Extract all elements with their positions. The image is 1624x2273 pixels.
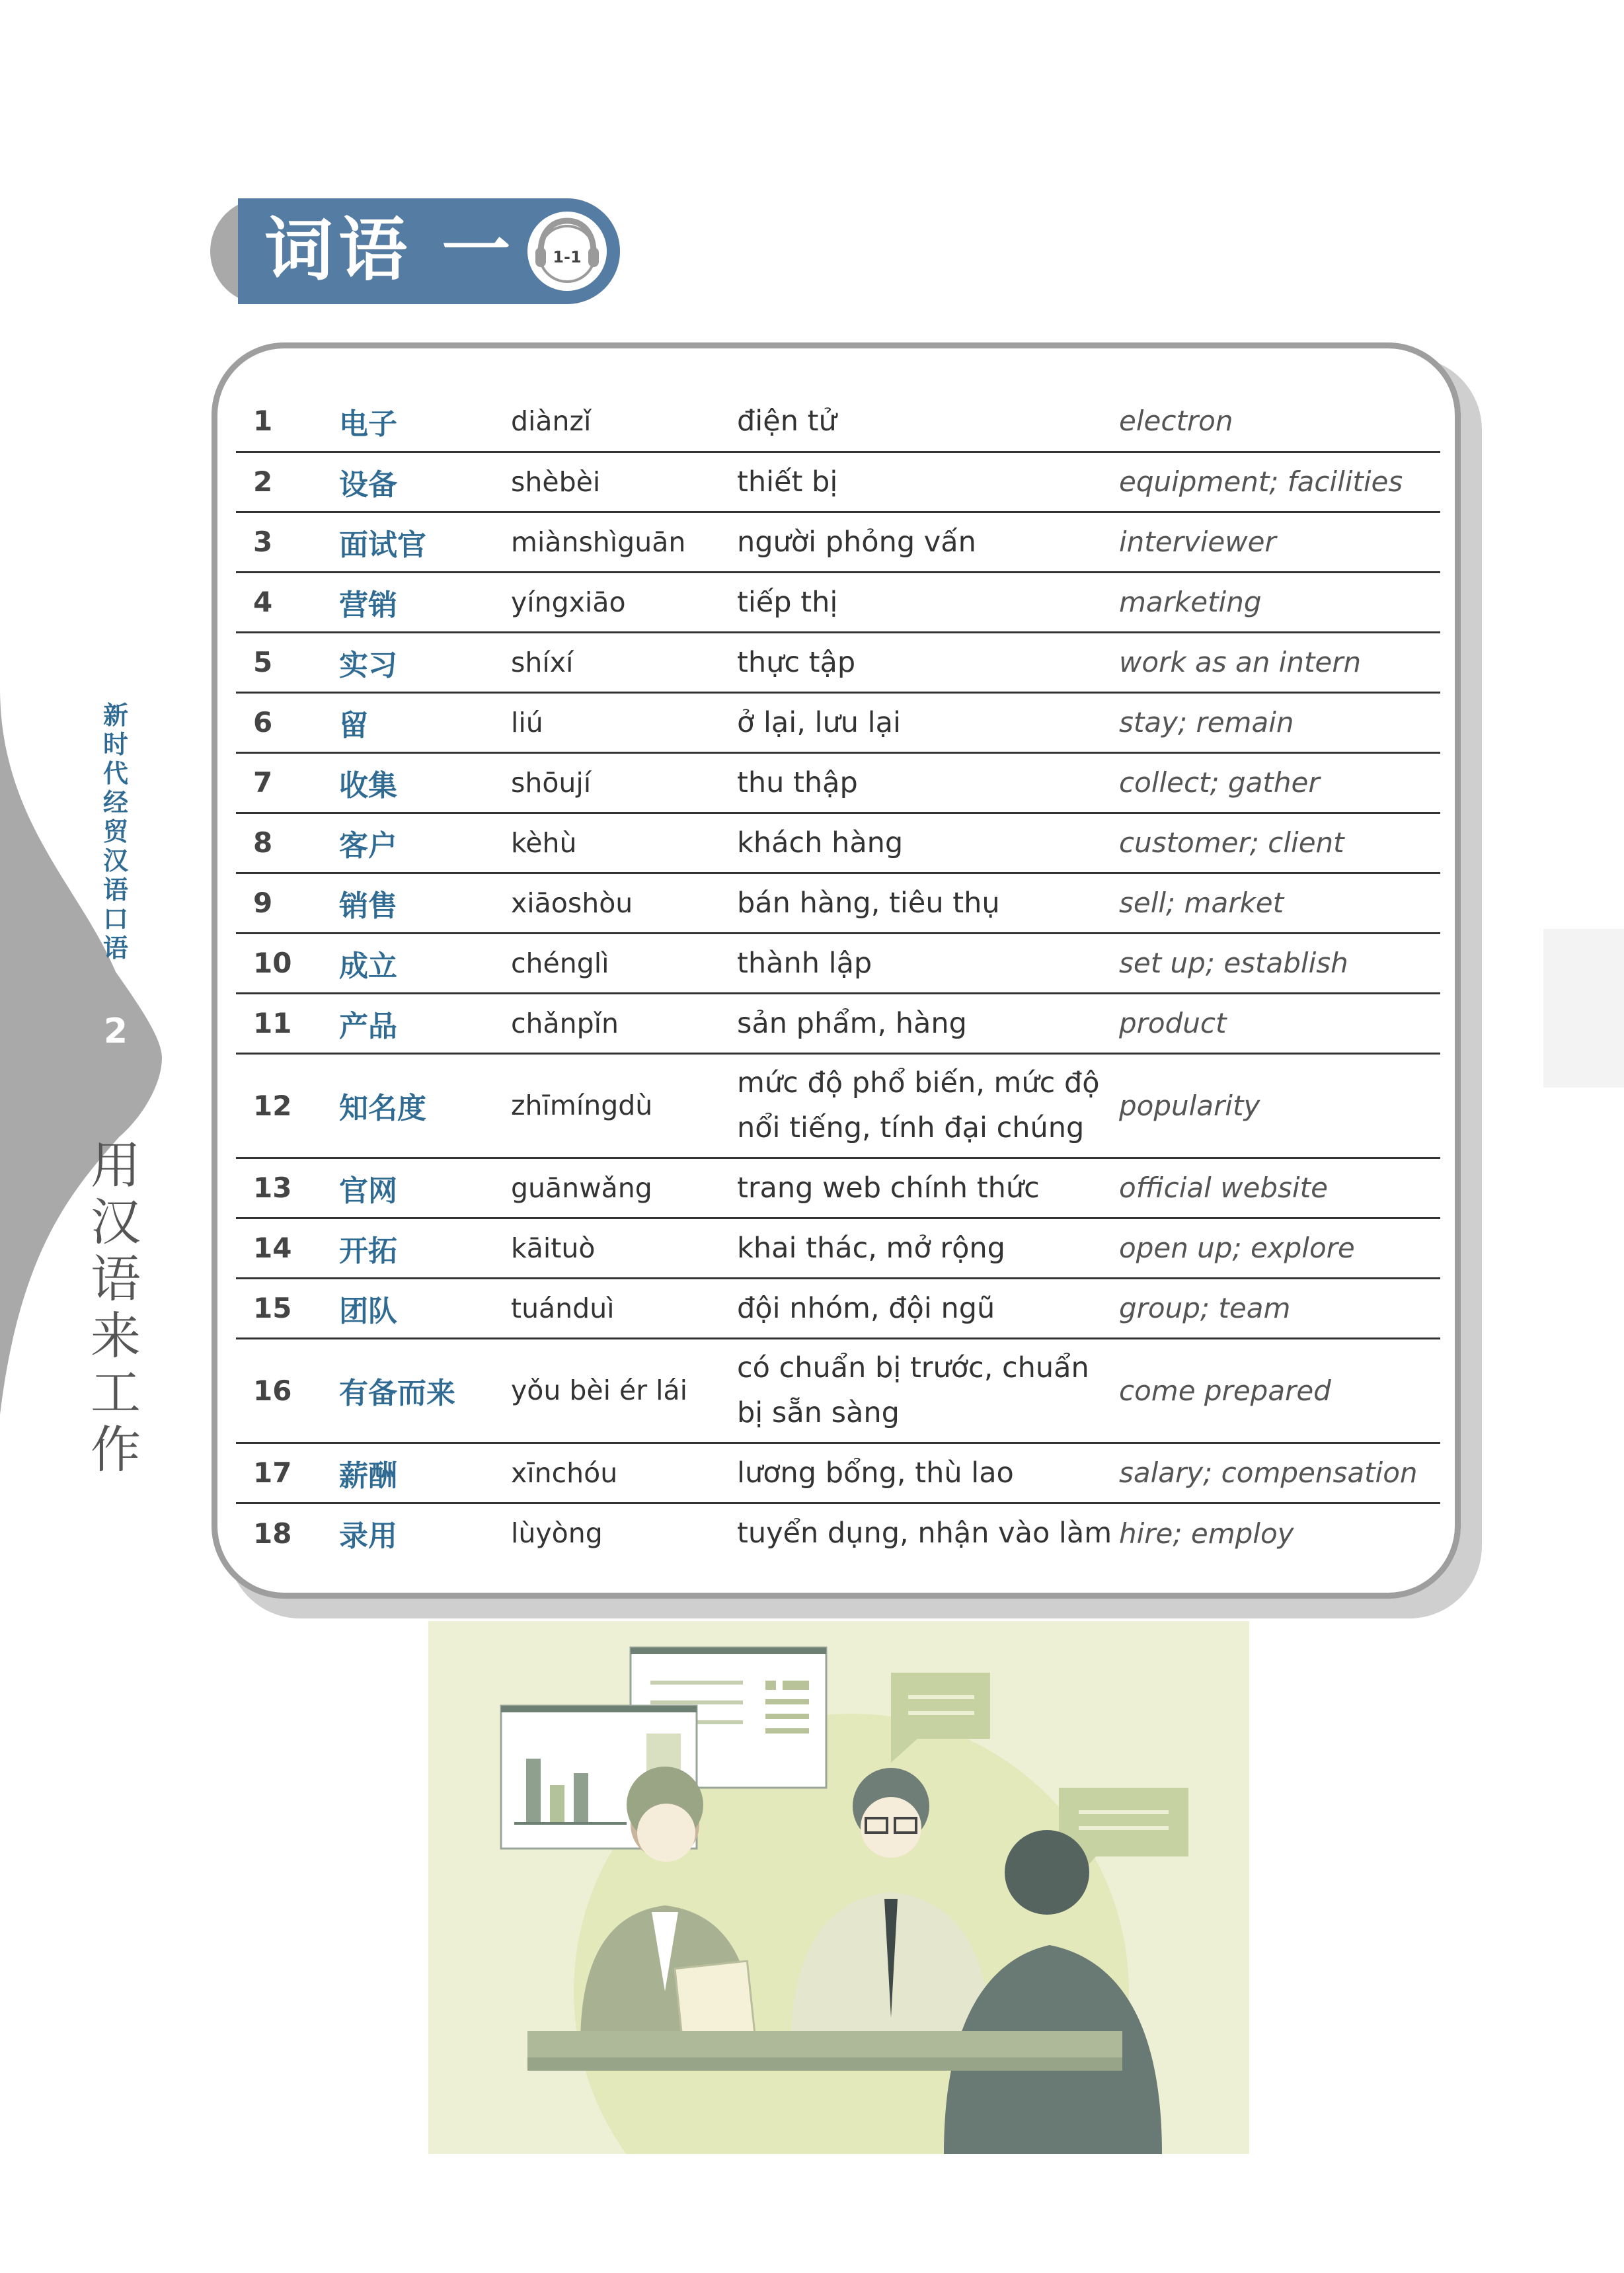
vocab-hanzi: 收集 (339, 752, 511, 813)
vocab-number: 4 (236, 572, 339, 632)
vocab-number: 15 (236, 1278, 339, 1338)
vocab-table (236, 391, 1440, 1563)
vocab-hanzi: 营销 (339, 572, 511, 632)
vocab-english: open up; explore (1119, 1218, 1440, 1278)
vocab-english: hire; employ (1119, 1517, 1294, 1550)
vocab-hanzi: 销售 (339, 873, 511, 933)
vocab-pinyin: chénglì (511, 933, 737, 993)
vocab-number: 16 (236, 1338, 339, 1443)
vocab-english: salary; compensation (1119, 1443, 1440, 1503)
vocab-row (236, 1338, 1440, 1443)
vocab-english: interviewer (1119, 512, 1440, 572)
vocab-pinyin: yǒu bèi ér lái (511, 1338, 737, 1443)
vocab-vietnamese: lương bổng, thù lao (737, 1443, 1119, 1503)
headphones-icon[interactable] (526, 210, 608, 292)
vocab-pinyin: chǎnpǐn (511, 993, 737, 1053)
vocab-number: 10 (236, 933, 339, 993)
vocab-vietnamese: đội nhóm, đội ngũ (737, 1278, 1119, 1338)
vocab-vietnamese: thành lập (737, 933, 1119, 993)
vocab-english: marketing (1119, 572, 1440, 632)
vocab-row (236, 512, 1440, 572)
vocab-hanzi: 留 (339, 692, 511, 752)
vocab-row (236, 632, 1440, 692)
vocab-row (236, 1278, 1440, 1338)
vocab-number: 6 (236, 692, 339, 752)
vocab-pinyin: shèbèi (511, 452, 737, 512)
vocab-pinyin: guānwǎng (511, 1158, 737, 1218)
vocab-number: 8 (236, 813, 339, 873)
vocab-english: popularity (1119, 1053, 1440, 1158)
vocab-vietnamese: thiết bị (737, 452, 1119, 512)
vocab-row (236, 391, 1440, 452)
vocab-vietnamese: ở lại, lưu lại (737, 692, 1119, 752)
vocab-english: electron (1119, 391, 1440, 452)
vocab-english: sell; market (1119, 873, 1440, 933)
vocab-english: customer; client (1119, 813, 1440, 873)
vocab-vietnamese: bán hàng, tiêu thụ (737, 873, 1119, 933)
vocab-row (236, 993, 1440, 1053)
vocab-number: 1 (236, 391, 339, 452)
vocab-row (236, 1218, 1440, 1278)
vocab-hanzi: 面试官 (339, 512, 511, 572)
vocab-english: equipment; facilities (1119, 452, 1440, 512)
section-header (210, 198, 620, 304)
vocab-vietnamese: trang web chính thức (737, 1158, 1119, 1218)
vocab-number: 5 (236, 632, 339, 692)
vocab-vietnamese: thực tập (737, 632, 1119, 692)
vocab-hanzi: 薪酬 (339, 1443, 511, 1503)
vocab-pinyin: kāituò (511, 1218, 737, 1278)
vocab-number: 12 (236, 1053, 339, 1158)
vocab-english: product (1119, 993, 1440, 1053)
chapter-number: 2 (103, 1012, 128, 1051)
vocab-row (236, 692, 1440, 752)
vocab-english: group; team (1119, 1278, 1440, 1338)
vocab-row (236, 1443, 1440, 1503)
vocab-row (236, 1503, 1440, 1563)
vocab-vietnamese: tiếp thị (737, 572, 1119, 632)
vocab-hanzi: 团队 (339, 1278, 511, 1338)
vocab-pinyin: liú (511, 692, 737, 752)
vocab-hanzi: 官网 (339, 1158, 511, 1218)
vocab-hanzi: 客户 (339, 813, 511, 873)
vocab-english: work as an intern (1119, 632, 1440, 692)
vocab-row (236, 572, 1440, 632)
vocab-pinyin: tuánduì (511, 1278, 737, 1338)
vocab-row (236, 452, 1440, 512)
vocab-row (236, 813, 1440, 873)
vocab-english: collect; gather (1119, 752, 1440, 813)
vocab-hanzi: 设备 (339, 452, 511, 512)
vocab-vietnamese: có chuẩn bị trước, chuẩn bị sẵn sàng (737, 1338, 1119, 1443)
vocab-number: 18 (253, 1517, 292, 1550)
vocab-row (236, 873, 1440, 933)
vocab-number: 3 (236, 512, 339, 572)
series-title: 新时代经贸汉语口语 (102, 701, 128, 963)
vocab-pinyin: xiāoshòu (511, 873, 737, 933)
vocab-pinyin: zhīmíngdù (511, 1053, 737, 1158)
section-title: 词语 一 (264, 210, 516, 290)
vocab-number: 9 (236, 873, 339, 933)
vocab-english: stay; remain (1119, 692, 1440, 752)
vocab-hanzi: 产品 (339, 993, 511, 1053)
vocab-vietnamese: mức độ phổ biến, mức độ nổi tiếng, tính đại chúng (737, 1053, 1119, 1158)
vocab-pinyin: xīnchóu (511, 1443, 737, 1503)
vocab-number: 2 (236, 452, 339, 512)
vocab-number: 11 (236, 993, 339, 1053)
chapter-title: 用汉语来工作 (91, 1136, 141, 1479)
vocab-number: 14 (236, 1218, 339, 1278)
vocab-english: set up; establish (1119, 933, 1440, 993)
vocab-row (236, 1158, 1440, 1218)
vocab-hanzi: 成立 (339, 933, 511, 993)
vocab-pinyin: yíngxiāo (511, 572, 737, 632)
vocab-number: 7 (236, 752, 339, 813)
vocab-pinyin: shíxí (511, 632, 737, 692)
vocab-hanzi: 开拓 (339, 1218, 511, 1278)
vocab-vietnamese: điện tử (737, 391, 1119, 452)
vocab-number: 13 (236, 1158, 339, 1218)
audio-track-label: 1-1 (553, 248, 582, 266)
vocab-vietnamese: khách hàng (737, 813, 1119, 873)
vocab-hanzi: 实习 (339, 632, 511, 692)
vocab-hanzi: 知名度 (339, 1053, 511, 1158)
vocab-hanzi: 有备而来 (339, 1338, 511, 1443)
vocab-number: 17 (236, 1443, 339, 1503)
vocab-pinyin: shōují (511, 752, 737, 813)
vocab-row (236, 752, 1440, 813)
vocab-pinyin: lùyòng (511, 1517, 603, 1550)
vocab-vietnamese: tuyển dụng, nhận vào làm (737, 1517, 1112, 1550)
vocab-vietnamese: sản phẩm, hàng (737, 993, 1119, 1053)
vocab-pinyin: diànzǐ (511, 391, 737, 452)
vocab-vietnamese: người phỏng vấn (737, 512, 1119, 572)
vocab-pinyin: kèhù (511, 813, 737, 873)
vocab-english: official website (1119, 1158, 1440, 1218)
vocab-row (236, 933, 1440, 993)
vocab-hanzi: 电子 (339, 391, 511, 452)
vocab-vietnamese: khai thác, mở rộng (737, 1218, 1119, 1278)
vocab-pinyin: miànshìguān (511, 512, 737, 572)
meeting-illustration (428, 1621, 1249, 2154)
vocab-hanzi: 录用 (339, 1519, 397, 1554)
vocab-vietnamese: thu thập (737, 752, 1119, 813)
vocab-english: come prepared (1119, 1338, 1440, 1443)
page-edge-tab (1543, 929, 1624, 1088)
vocab-row (236, 1053, 1440, 1158)
